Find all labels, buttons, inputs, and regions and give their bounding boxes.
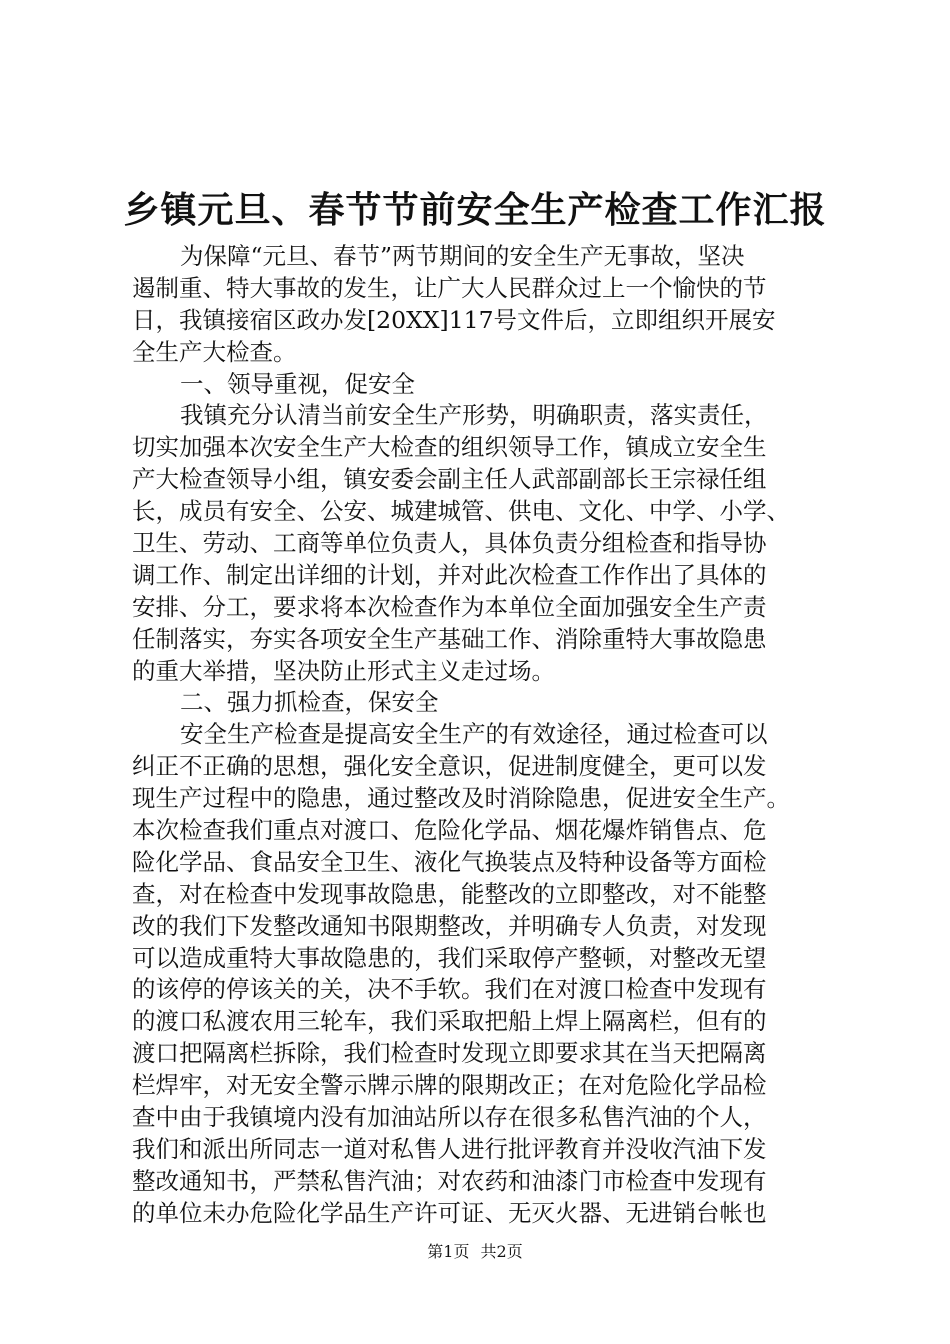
text-line: 一、领导重视，促安全 <box>180 369 415 398</box>
text-line: 改的我们下发整改通知书限期整改，并明确专人负责，对发现 <box>132 911 767 940</box>
text-line: 整改通知书，严禁私售汽油；对农药和油漆门市检查中发现有 <box>132 1166 767 1195</box>
text-line: 长，成员有安全、公安、城建城管、供电、文化、中学、小学、 <box>132 497 790 526</box>
text-line: 二、强力抓检查，保安全 <box>180 688 439 717</box>
text-line: 纠正不正确的思想，强化安全意识，促进制度健全，更可以发 <box>132 752 767 781</box>
text-line: 现生产过程中的隐患，通过整改及时消除隐患，促进安全生产。 <box>132 784 790 813</box>
text-line: 任制落实，夯实各项安全生产基础工作、消除重特大事故隐患 <box>132 624 767 653</box>
text-line: 的单位未办危险化学品生产许可证、无灭火器、无进销台帐也 <box>132 1198 767 1227</box>
text-line: 可以造成重特大事故隐患的，我们采取停产整顿，对整改无望 <box>132 943 767 972</box>
text-line: 本次检查我们重点对渡口、危险化学品、烟花爆炸销售点、危 <box>132 816 767 845</box>
text-line: 遏制重、特大事故的发生，让广大人民群众过上一个愉快的节 <box>132 273 767 302</box>
text-line: 我们和派出所同志一道对私售人进行批评教育并没收汽油下发 <box>132 1134 767 1163</box>
page-number-total: 共2页 <box>480 1242 523 1261</box>
text-line: 的该停的停该关的关，决不手软。我们在对渡口检查中发现有 <box>132 975 767 1004</box>
page-number-current: 第1页 <box>427 1242 470 1261</box>
text-line: 的渡口私渡农用三轮车，我们采取把船上焊上隔离栏，但有的 <box>132 1007 767 1036</box>
text-line: 查中由于我镇境内没有加油站所以存在很多私售汽油的个人， <box>132 1103 767 1132</box>
document-body <box>132 241 832 1230</box>
text-line: 安全生产检查是提高安全生产的有效途径，通过检查可以 <box>180 720 768 749</box>
text-line: 产大检查领导小组，镇安委会副主任人武部副部长王宗禄任组 <box>132 465 767 494</box>
text-line: 日，我镇接宿区政办发[20XX]117号文件后，立即组织开展安 <box>132 305 776 334</box>
text-line: 的重大举措，坚决防止形式主义走过场。 <box>132 656 555 685</box>
text-line: 渡口把隔离栏拆除，我们检查时发现立即要求其在当天把隔离 <box>132 1039 767 1068</box>
text-line: 查，对在检查中发现事故隐患，能整改的立即整改，对不能整 <box>132 879 767 908</box>
text-line: 栏焊牢，对无安全警示牌示牌的限期改正；在对危险化学品检 <box>132 1071 767 1100</box>
text-line: 险化学品、食品安全卫生、液化气换装点及特种设备等方面检 <box>132 847 767 876</box>
text-line: 我镇充分认清当前安全生产形势，明确职责，落实责任， <box>180 401 768 430</box>
text-line: 调工作、制定出详细的计划，并对此次检查工作作出了具体的 <box>132 560 767 589</box>
text-line: 为保障“元旦、春节”两节期间的安全生产无事故，坚决 <box>180 242 745 270</box>
page-footer <box>0 1240 950 1264</box>
text-line: 全生产大检查。 <box>132 337 297 366</box>
text-line: 卫生、劳动、工商等单位负责人，具体负责分组检查和指导协 <box>132 529 767 558</box>
text-line: 安排、分工，要求将本次检查作为本单位全面加强安全生产责 <box>132 592 767 621</box>
text-line: 切实加强本次安全生产大检查的组织领导工作，镇成立安全生 <box>132 433 767 462</box>
document-title: 乡镇元旦、春节节前安全生产检查工作汇报 <box>123 189 827 231</box>
